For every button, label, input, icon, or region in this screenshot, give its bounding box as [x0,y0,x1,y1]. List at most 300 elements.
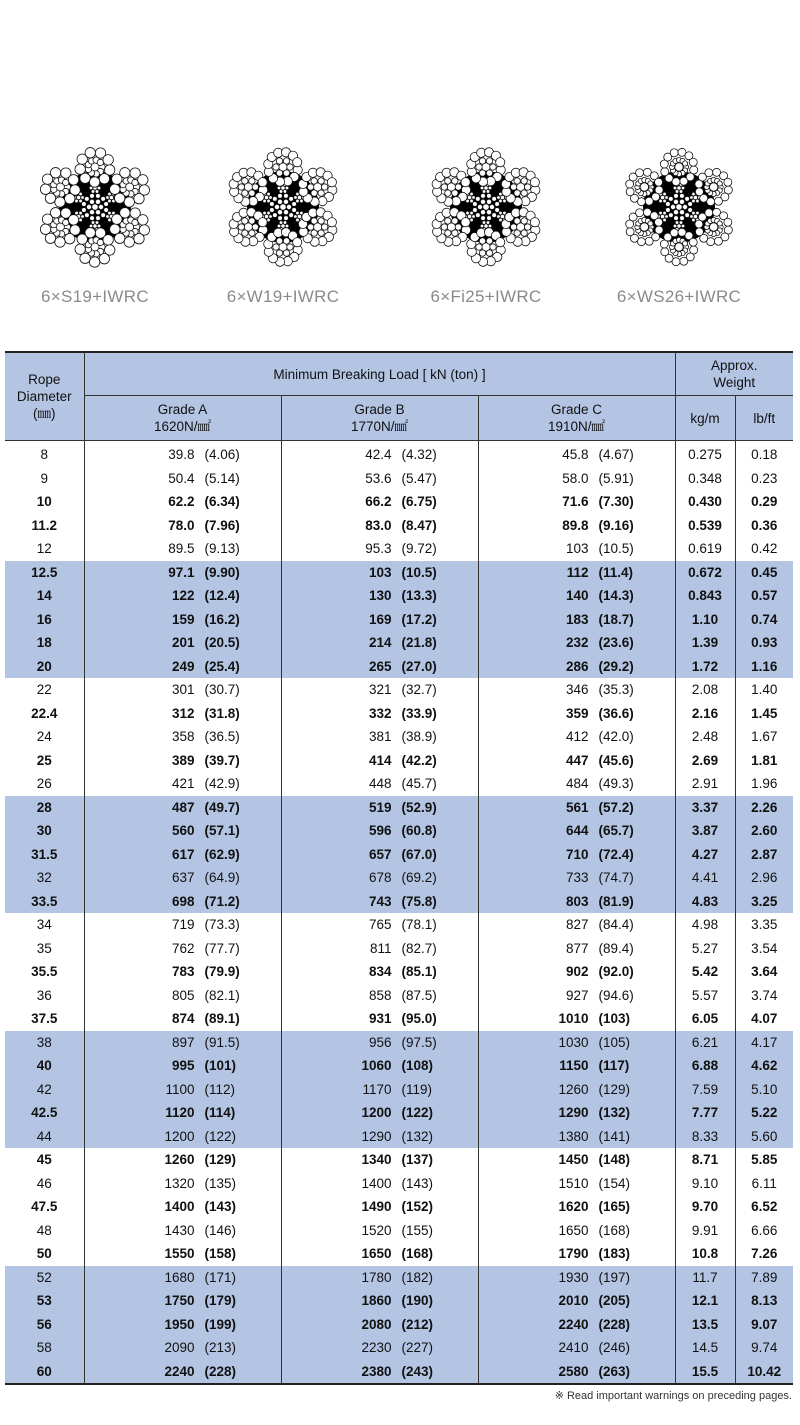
kn-value: 2230 [361,1340,392,1356]
ton-value: (129) [204,1152,237,1168]
kn-value: 97.1 [168,564,195,580]
ton-value: (132) [598,1105,631,1121]
core-wire [95,199,100,204]
core-wire [486,210,491,215]
ton-value: (137) [401,1152,434,1168]
lbft-cell [735,490,793,514]
kn-value: 1860 [361,1293,392,1309]
grade-a-cell [84,1101,281,1125]
core-wire [670,204,675,209]
kn-value: 1.81 [751,752,778,768]
grade-a-cell [84,561,281,585]
strand-wire [68,215,78,225]
grade-a-cell [84,1336,281,1360]
strand-wire [648,221,653,226]
ton-value: (213) [204,1340,237,1356]
kgm-cell [675,561,735,585]
strand-wire [626,188,634,196]
construction-fi25 [391,140,581,307]
grade-a-cell [84,1289,281,1313]
grade-c-cell [478,655,675,679]
kn-value: 232 [565,635,589,651]
kn-value: 4.98 [691,917,719,933]
kn-value: 1790 [558,1246,589,1262]
core-wire [488,224,492,228]
grade-a-cell [84,1172,281,1196]
kgm-cell [675,725,735,749]
strand-wire [238,224,244,230]
core-wire [681,224,685,228]
core-wire [668,213,673,218]
strand-wire [486,238,492,244]
kn-value: 47.5 [31,1199,58,1215]
kn-value: 2.96 [751,870,778,886]
core-wire [86,204,91,209]
ton-value: (6.34) [204,494,240,510]
ton-value: (65.7) [598,823,634,839]
lbft-cell [735,1078,793,1102]
core-wire [696,199,700,203]
kgm-cell [675,1172,735,1196]
kn-value: 6.88 [691,1058,719,1074]
ton-value: (78.1) [401,917,437,933]
kn-value: 183 [565,611,589,627]
strand-wire [276,238,282,244]
kn-value: 9.10 [691,1175,719,1191]
kgm-cell [675,984,735,1008]
strand-wire [252,224,258,230]
grade-c-cell [478,960,675,984]
kgm-cell [675,584,735,608]
lbft-cell [735,796,793,820]
strand-wire [521,190,527,196]
table-row [5,441,793,467]
table-row [5,1266,793,1290]
grade-a-cell [84,702,281,726]
strand-wire [318,178,324,184]
kn-value: 301 [171,682,195,698]
strand-wire [645,197,653,205]
strand-wire [510,184,516,190]
kn-value: 358 [171,729,195,745]
kn-value: 5.85 [751,1152,778,1168]
ton-value: (74.7) [598,870,634,886]
core-wire [497,196,501,200]
diameter-cell [5,514,84,538]
kn-value: 0.93 [751,635,778,651]
strand-wire [524,184,530,190]
grade-c-header: Grade C 1910N/㎟ [478,396,675,441]
core-wire [665,215,669,219]
kn-value: 42.4 [365,447,392,463]
kn-value: 0.57 [751,588,778,604]
kn-value: 447 [565,752,589,768]
kgm-cell [675,537,735,561]
kn-value: 0.539 [688,517,722,533]
core-wire [296,211,300,215]
grade-c-cell [478,1289,675,1313]
core-wire [470,199,474,203]
ton-value: (197) [598,1269,631,1285]
kn-value: 89.5 [168,541,195,557]
lbft-cell [735,561,793,585]
lbft-cell [735,1360,793,1385]
kn-value: 359 [565,705,589,721]
kgm-cell [675,1219,735,1243]
kn-value: 44 [36,1128,52,1144]
core-wire [692,192,696,196]
core-wire [696,211,700,215]
kn-value: 83.0 [365,517,392,533]
strand-wire [318,190,324,196]
grade-b-cell [281,984,478,1008]
kn-value: 2080 [361,1316,392,1332]
table-row [5,960,793,984]
kn-value: 53 [36,1293,52,1309]
core-wire [690,215,694,219]
ton-value: (148) [598,1152,631,1168]
kn-value: 9.91 [691,1222,719,1238]
core-wire [92,204,98,210]
strand-wire [636,169,644,177]
core-wire [84,213,89,218]
core-wire [296,199,300,203]
strand-wire [441,224,447,230]
core-wire [475,196,480,201]
diameter-cell [5,678,84,702]
strand-wire [452,230,458,236]
diameter-cell [5,1007,84,1031]
ton-value: (179) [204,1293,237,1309]
table-row [5,584,793,608]
ton-value: (49.3) [598,776,634,792]
ton-value: (35.3) [598,682,634,698]
strand-wire [514,218,520,224]
strand-wire [134,234,144,244]
strand-wire [75,164,85,174]
grade-c-cell [478,796,675,820]
kn-value: 412 [565,729,589,745]
ton-value: (32.7) [401,682,437,698]
lbft-cell [735,1313,793,1337]
kn-value: 874 [171,1011,195,1027]
lbft-cell [735,631,793,655]
strand-wire [68,175,78,185]
ton-value: (27.0) [401,658,437,674]
table-row [5,1148,793,1172]
strand-wire [103,155,113,165]
kn-value: 40 [36,1058,52,1074]
diameter-cell [5,819,84,843]
ton-value: (205) [598,1293,631,1309]
grade-c-cell [478,1336,675,1360]
kn-value: 45 [36,1152,52,1168]
ton-value: (9.90) [204,564,240,580]
strand-wire [276,158,282,164]
core-wire [675,221,679,225]
strand-wire [714,197,722,205]
diameter-cell [5,772,84,796]
diameter-cell [5,702,84,726]
grade-c-cell [478,937,675,961]
kgm-cell [675,678,735,702]
kn-value: 15.5 [691,1363,719,1379]
core-wire [95,210,100,215]
strand-wire [476,244,482,250]
core-wire [680,193,685,198]
strand-wire [661,248,669,256]
kn-value: 2.60 [751,823,778,839]
diameter-cell [5,937,84,961]
grade-c-cell [478,819,675,843]
kn-value: 0.18 [751,447,778,463]
kn-value: 265 [368,658,392,674]
kn-value: 4.17 [751,1034,778,1050]
strand-wire [242,178,248,184]
kn-value: 8.71 [691,1152,719,1168]
kgm-cell [675,937,735,961]
strand-wire [50,168,60,178]
table-body [5,441,793,1385]
kn-value: 6.66 [751,1222,778,1238]
core-wire [690,196,694,200]
table-row [5,772,793,796]
core-wire [283,190,287,194]
core-wire [679,210,684,215]
kgm-cell [675,843,735,867]
kn-value: 14 [36,588,52,604]
ton-value: (143) [401,1175,434,1191]
kn-value: 1950 [164,1316,195,1332]
kn-value: 448 [368,776,392,792]
ton-value: (30.7) [204,682,240,698]
core-wire [492,196,497,201]
core-wire [499,199,503,203]
kgm-cell [675,960,735,984]
core-wire [97,224,101,228]
strand-wire [461,218,470,227]
core-wire [96,216,101,221]
grade-a-cell [84,1360,281,1385]
strand-wire [283,250,289,256]
ton-value: (25.4) [204,658,240,674]
strand-wire [321,184,327,190]
kn-value: 16 [36,611,52,627]
core-wire [294,215,298,219]
kn-value: 827 [565,917,589,933]
grade-a-cell [84,1007,281,1031]
kgm-cell [675,749,735,773]
grade-a-cell [84,843,281,867]
core-wire [676,204,682,210]
kn-value: 1.67 [751,729,778,745]
kn-value: 1.16 [751,658,778,674]
kn-value: 214 [368,635,392,651]
strand-wire [510,224,516,230]
kn-value: 0.275 [688,447,722,463]
table-row [5,937,793,961]
lbft-cell [735,819,793,843]
kn-value: 169 [368,611,392,627]
ton-value: (42.2) [401,752,437,768]
strand-wire [258,178,267,187]
table-row [5,1336,793,1360]
core-wire [98,204,103,209]
strand-wire [283,170,289,176]
strand-wire [670,229,678,237]
kn-value: 4.41 [691,870,719,886]
kn-value: 22.4 [31,705,58,721]
table-row [5,467,793,491]
strand-wire [318,218,324,224]
diameter-cell [5,913,84,937]
lbft-cell [735,1172,793,1196]
kgm-cell [675,1289,735,1313]
diameter-cell [5,1242,84,1266]
ton-value: (82.7) [401,940,437,956]
kn-value: 71.6 [562,494,589,510]
core-wire [97,186,101,190]
grade-b-cell [281,490,478,514]
kgm-cell [675,1242,735,1266]
lbft-cell [735,866,793,890]
kn-value: 4.83 [691,893,719,909]
kn-value: 2240 [164,1363,195,1379]
ton-value: (21.8) [401,635,437,651]
kn-value: 1.40 [751,682,778,698]
strand-wire [287,244,293,250]
core-wire [475,213,480,218]
strand-wire [717,181,722,186]
ton-value: (108) [401,1058,434,1074]
strand-wire [709,223,717,231]
ton-value: (97.5) [401,1034,437,1050]
kn-value: 9.70 [691,1199,719,1215]
kn-value: 1100 [165,1081,195,1097]
grade-a-cell [84,1266,281,1290]
strand-wire [89,257,99,267]
strand-wire [645,237,653,245]
core-wire [680,216,685,221]
grade-a-cell [84,1078,281,1102]
grade-b-cell [281,843,478,867]
core-wire [277,199,282,204]
lbft-cell [735,725,793,749]
diameter-cell [5,1219,84,1243]
core-wire [263,211,267,215]
grade-b-cell [281,1242,478,1266]
strand-wire [461,178,470,187]
kgm-cell [675,1031,735,1055]
kn-value: 32 [36,870,52,886]
table-row [5,1242,793,1266]
table-row [5,561,793,585]
rope-cross-section-s19-icon [30,140,160,275]
diameter-cell [5,1101,84,1125]
lbft-cell [735,608,793,632]
kn-value: 58.0 [562,470,589,486]
grade-b-cell [281,584,478,608]
core-wire [674,216,679,221]
core-wire [486,190,490,194]
kn-value: 1550 [164,1246,195,1262]
diameter-cell [5,1031,84,1055]
core-wire [674,194,679,199]
core-wire [492,213,497,218]
grade-c-cell [478,678,675,702]
table-row [5,913,793,937]
grade-c-cell [478,1054,675,1078]
core-wire [673,210,678,215]
kn-value: 1510 [558,1175,589,1191]
kn-value: 0.29 [751,494,778,510]
ton-value: (17.2) [401,611,437,627]
grade-a-cell [84,749,281,773]
kn-value: 103 [368,564,392,580]
strand-wire [120,168,130,178]
core-wire [278,216,283,221]
core-wire [481,194,486,199]
core-wire [296,218,300,222]
kn-value: 103 [565,541,589,557]
ton-value: (105) [598,1034,631,1050]
kn-value: 6.52 [751,1199,778,1215]
ton-value: (72.4) [598,846,634,862]
grade-b-cell [281,725,478,749]
grade-b-cell [281,441,478,467]
strand-wire [283,158,289,164]
grade-b-cell [281,514,478,538]
core-wire [663,218,667,222]
table-row [5,890,793,914]
strand-wire [445,178,451,184]
kn-value: 11.2 [31,517,58,533]
ton-value: (82.1) [204,987,240,1003]
core-wire [96,193,101,198]
kgm-cell [675,913,735,937]
lbft-cell [735,702,793,726]
lbft-cell [735,678,793,702]
grade-c-cell [478,1125,675,1149]
grade-a-cell [84,960,281,984]
kn-value: 1290 [361,1128,392,1144]
strand-wire [50,208,60,218]
ton-value: (155) [401,1222,434,1238]
strand-wire [276,250,282,256]
ton-value: (122) [401,1105,434,1121]
kn-value: 1450 [558,1152,589,1168]
strand-wire [252,184,258,190]
table-row [5,984,793,1008]
kn-value: 28 [36,799,52,815]
strand-wire [318,230,324,236]
strand-wire [655,178,663,186]
kn-value: 58 [36,1340,52,1356]
rope-diameter-header: Rope Diameter (㎜) [5,352,84,441]
core-wire [466,211,470,215]
kn-value: 26 [36,776,52,792]
lbft-cell [735,937,793,961]
strand-wire [321,224,327,230]
kn-value: 36 [36,987,52,1003]
kgm-cell [675,514,735,538]
grade-c-cell [478,1266,675,1290]
lbft-cell [735,584,793,608]
grade-a-cell [84,937,281,961]
strand-wire [680,257,688,265]
diameter-cell [5,1313,84,1337]
grade-a-cell [84,819,281,843]
